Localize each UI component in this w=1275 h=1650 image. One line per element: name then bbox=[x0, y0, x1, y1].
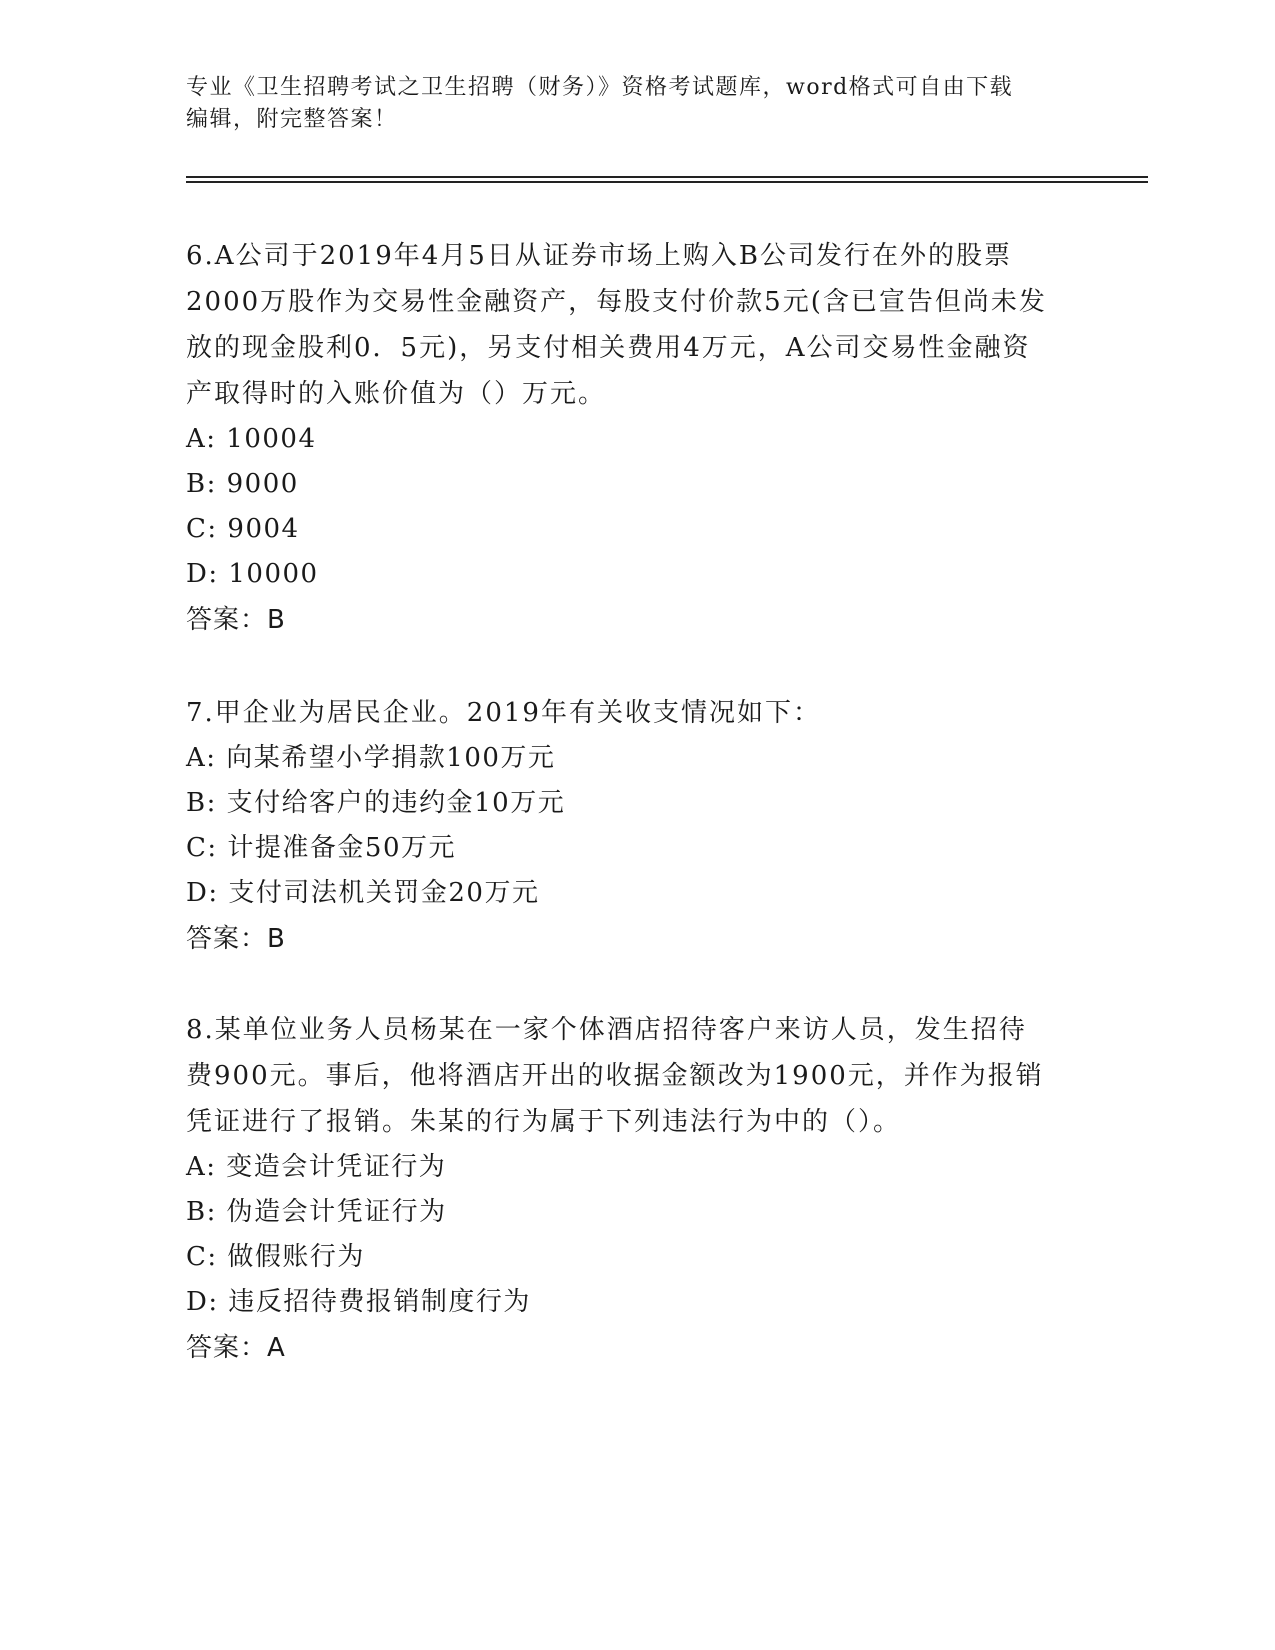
question-8 bbox=[186, 1007, 1086, 1371]
answer: 答案：B bbox=[186, 924, 286, 954]
header-divider-bottom bbox=[186, 181, 1148, 183]
stem-line: 凭证进行了报销。朱某的行为属于下列违法行为中的（）。 bbox=[186, 1107, 902, 1137]
stem-line: 2000万股作为交易性金融资产，每股支付价款5元(含已宣告但尚未发 bbox=[186, 287, 1047, 317]
stem-line: 7.甲企业为居民企业。2019年有关收支情况如下： bbox=[186, 698, 821, 728]
question-stem bbox=[186, 1007, 1086, 1145]
stem-line: 产取得时的入账价值为（）万元。 bbox=[186, 379, 607, 409]
option-a: A: 向某希望小学捐款100万元 bbox=[186, 743, 556, 773]
option-b: B: 9000 bbox=[186, 469, 299, 499]
option-d: D: 10000 bbox=[186, 559, 319, 589]
option-c: C: 计提准备金50万元 bbox=[186, 833, 457, 863]
document-header bbox=[186, 72, 1086, 136]
stem-line: 8.某单位业务人员杨某在一家个体酒店招待客户来访人员，发生招待 bbox=[186, 1015, 1027, 1045]
question-stem bbox=[186, 690, 1086, 736]
stem-line: 6.A公司于2019年4月5日从证券市场上购入B公司发行在外的股票 bbox=[186, 241, 1012, 271]
option-a: A: 10004 bbox=[186, 424, 317, 454]
header-divider-top bbox=[186, 176, 1148, 178]
option-c: C: 9004 bbox=[186, 514, 300, 544]
answer: 答案：A bbox=[186, 1333, 286, 1363]
option-a: A: 变造会计凭证行为 bbox=[186, 1152, 447, 1182]
option-c: C: 做假账行为 bbox=[186, 1242, 365, 1272]
option-d: D: 支付司法机关罚金20万元 bbox=[186, 878, 540, 908]
header-line-2: 编辑，附完整答案！ bbox=[186, 107, 398, 132]
option-b: B: 支付给客户的违约金10万元 bbox=[186, 788, 566, 818]
header-line-1: 专业《卫生招聘考试之卫生招聘（财务）》资格考试题库，word格式可自由下载 bbox=[186, 75, 1014, 100]
option-d: D: 违反招待费报销制度行为 bbox=[186, 1287, 531, 1317]
stem-line: 放的现金股利0．5元)，另支付相关费用4万元，A公司交易性金融资 bbox=[186, 333, 1031, 363]
stem-line: 费900元。事后，他将酒店开出的收据金额改为1900元，并作为报销 bbox=[186, 1061, 1044, 1091]
question-7 bbox=[186, 690, 1086, 962]
question-6 bbox=[186, 233, 1086, 643]
option-b: B: 伪造会计凭证行为 bbox=[186, 1197, 447, 1227]
question-stem bbox=[186, 233, 1086, 417]
answer: 答案：B bbox=[186, 605, 286, 635]
